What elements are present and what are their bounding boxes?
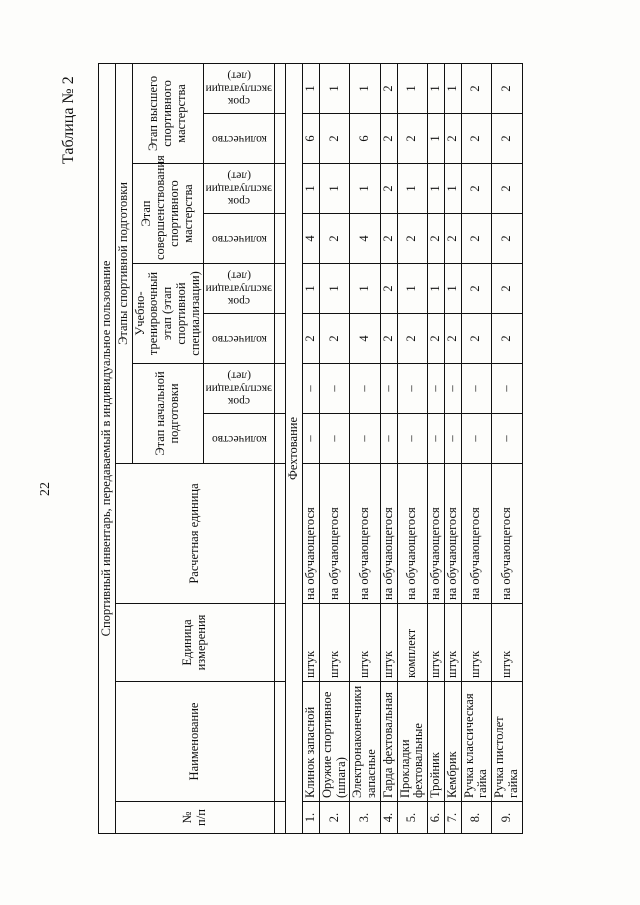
row-qty: 4	[350, 214, 381, 264]
row-term: –	[303, 364, 320, 414]
row-unit: штук	[303, 604, 320, 682]
row-term: 1	[350, 63, 381, 113]
row-qty: –	[492, 414, 523, 464]
row-calc-unit: на обучающегося	[350, 464, 381, 604]
row-term: 1	[303, 63, 320, 113]
row-qty: 2	[428, 214, 445, 264]
row-unit: штук	[444, 604, 461, 682]
row-qty: 2	[397, 314, 428, 364]
row-qty: –	[461, 414, 492, 464]
row-qty: 2	[428, 314, 445, 364]
table-row	[380, 63, 397, 833]
row-term: –	[397, 364, 428, 414]
row-calc-unit: на обучающегося	[461, 464, 492, 604]
row-qty: 2	[397, 214, 428, 264]
row-term: –	[380, 364, 397, 414]
header-calc-unit: Расчетная единица	[115, 464, 275, 604]
row-calc-unit: на обучающегося	[444, 464, 461, 604]
row-qty: 2	[380, 314, 397, 364]
row-qty: 2	[397, 114, 428, 164]
header-term: срок эксплуатации (лет)	[204, 164, 275, 214]
row-term: 1	[397, 264, 428, 314]
row-term: 1	[350, 164, 381, 214]
row-qty: 2	[444, 214, 461, 264]
row-term: 1	[428, 264, 445, 314]
page-number: 22	[38, 482, 53, 496]
row-qty: –	[397, 414, 428, 464]
row-term: 1	[444, 63, 461, 113]
table-row	[350, 63, 381, 833]
row-qty: –	[380, 414, 397, 464]
row-number: 3.	[350, 802, 381, 834]
row-term: –	[319, 364, 350, 414]
row-qty: 2	[380, 214, 397, 264]
header-term: срок эксплуатации (лет)	[204, 264, 275, 314]
row-term: 1	[428, 63, 445, 113]
row-term: 2	[461, 63, 492, 113]
section-title: Фехтование	[286, 63, 303, 833]
row-qty: 4	[303, 214, 320, 264]
row-term: 1	[350, 264, 381, 314]
table-row	[303, 63, 320, 833]
table-row	[319, 63, 350, 833]
row-term: –	[492, 364, 523, 414]
row-qty: 2	[444, 314, 461, 364]
row-qty: 2	[492, 314, 523, 364]
row-calc-unit: на обучающегося	[380, 464, 397, 604]
row-term: 1	[303, 264, 320, 314]
row-qty: 2	[319, 214, 350, 264]
row-term: –	[350, 364, 381, 414]
row-calc-unit: на обучающегося	[303, 464, 320, 604]
row-qty: 2	[444, 114, 461, 164]
row-qty: 2	[380, 114, 397, 164]
row-term: 1	[319, 164, 350, 214]
row-term: 2	[461, 164, 492, 214]
header-stage-initial: Этап начальной подготовки	[132, 364, 204, 464]
header-unit: Единица измерения	[115, 604, 275, 682]
row-qty: 6	[350, 114, 381, 164]
row-unit: штук	[319, 604, 350, 682]
header-term: срок эксплуатации (лет)	[204, 63, 275, 113]
row-calc-unit: на обучающегося	[397, 464, 428, 604]
row-name: Кембрик	[444, 682, 461, 802]
row-unit: штук	[428, 604, 445, 682]
row-number: 1.	[303, 802, 320, 834]
row-qty: –	[444, 414, 461, 464]
row-qty: 2	[303, 314, 320, 364]
row-calc-unit: на обучающегося	[428, 464, 445, 604]
row-term: 2	[380, 63, 397, 113]
header-stage-highest: Этап высшего спортивного мастерства	[132, 63, 204, 163]
row-qty: 2	[461, 314, 492, 364]
row-name: Электронаконечники запасные	[350, 682, 381, 802]
row-qty: 1	[428, 114, 445, 164]
row-name: Ручка классическая гайка	[461, 682, 492, 802]
row-qty: –	[319, 414, 350, 464]
header-qty: количество	[204, 414, 275, 464]
row-term: 1	[444, 264, 461, 314]
row-term: –	[444, 364, 461, 414]
row-calc-unit: на обучающегося	[319, 464, 350, 604]
row-name: Гарда фехтовальная	[380, 682, 397, 802]
row-qty: 4	[350, 314, 381, 364]
table-body	[303, 63, 523, 833]
row-number: 8.	[461, 802, 492, 834]
table-row	[461, 63, 492, 833]
row-term: 2	[492, 264, 523, 314]
row-term: 2	[492, 164, 523, 214]
header-stages-group: Этапы спортивной подготовки	[115, 63, 132, 463]
row-unit: штук	[461, 604, 492, 682]
row-qty: –	[428, 414, 445, 464]
row-qty: 2	[492, 214, 523, 264]
table-row	[428, 63, 445, 833]
table-row	[397, 63, 428, 833]
row-qty: 2	[319, 114, 350, 164]
row-name: Оружие спортивное (шпага)	[319, 682, 350, 802]
row-term: –	[461, 364, 492, 414]
row-term: 1	[319, 264, 350, 314]
row-qty: 2	[461, 114, 492, 164]
row-name: Тройник	[428, 682, 445, 802]
row-term: 2	[380, 264, 397, 314]
header-qty: количество	[204, 314, 275, 364]
row-number: 6.	[428, 802, 445, 834]
row-term: 2	[380, 164, 397, 214]
row-number: 2.	[319, 802, 350, 834]
row-number: 7.	[444, 802, 461, 834]
row-unit: штук	[380, 604, 397, 682]
table-row	[492, 63, 523, 833]
row-term: –	[428, 364, 445, 414]
row-term: 1	[303, 164, 320, 214]
row-unit: штук	[350, 604, 381, 682]
row-qty: 2	[492, 114, 523, 164]
row-qty: –	[303, 414, 320, 464]
row-number: 4.	[380, 802, 397, 834]
table-number: Таблица № 2	[60, 76, 77, 164]
row-term: 2	[492, 63, 523, 113]
row-name: Клинок запасной	[303, 682, 320, 802]
row-qty: –	[350, 414, 381, 464]
row-term: 1	[397, 63, 428, 113]
header-term: срок эксплуатации (лет)	[204, 364, 275, 414]
row-name: Ручка пистолет гайка	[492, 682, 523, 802]
row-number: 9.	[492, 802, 523, 834]
row-name: Прокладки фехтовальные	[397, 682, 428, 802]
row-calc-unit: на обучающегося	[492, 464, 523, 604]
row-unit: комплект	[397, 604, 428, 682]
row-term: 1	[428, 164, 445, 214]
row-term: 1	[397, 164, 428, 214]
row-term: 1	[444, 164, 461, 214]
table-row	[444, 63, 461, 833]
header-stage-training: Учебно-тренировочный этап (этап спортивной специализации)	[132, 264, 204, 364]
row-number: 5.	[397, 802, 428, 834]
header-name: Наименование	[115, 682, 275, 802]
header-num: № п/п	[115, 802, 275, 834]
header-qty: количество	[204, 114, 275, 164]
row-qty: 2	[319, 314, 350, 364]
row-term: 2	[461, 264, 492, 314]
table-caption: Спортивный инвентарь, передаваемый в индивидуальное пользование	[99, 63, 116, 833]
header-qty: количество	[204, 214, 275, 264]
inventory-table	[98, 63, 523, 834]
header-stage-improvement: Этап совершенствования спортивного мастерства	[132, 164, 204, 264]
row-unit: штук	[492, 604, 523, 682]
row-qty: 2	[461, 214, 492, 264]
row-qty: 6	[303, 114, 320, 164]
row-term: 1	[319, 63, 350, 113]
